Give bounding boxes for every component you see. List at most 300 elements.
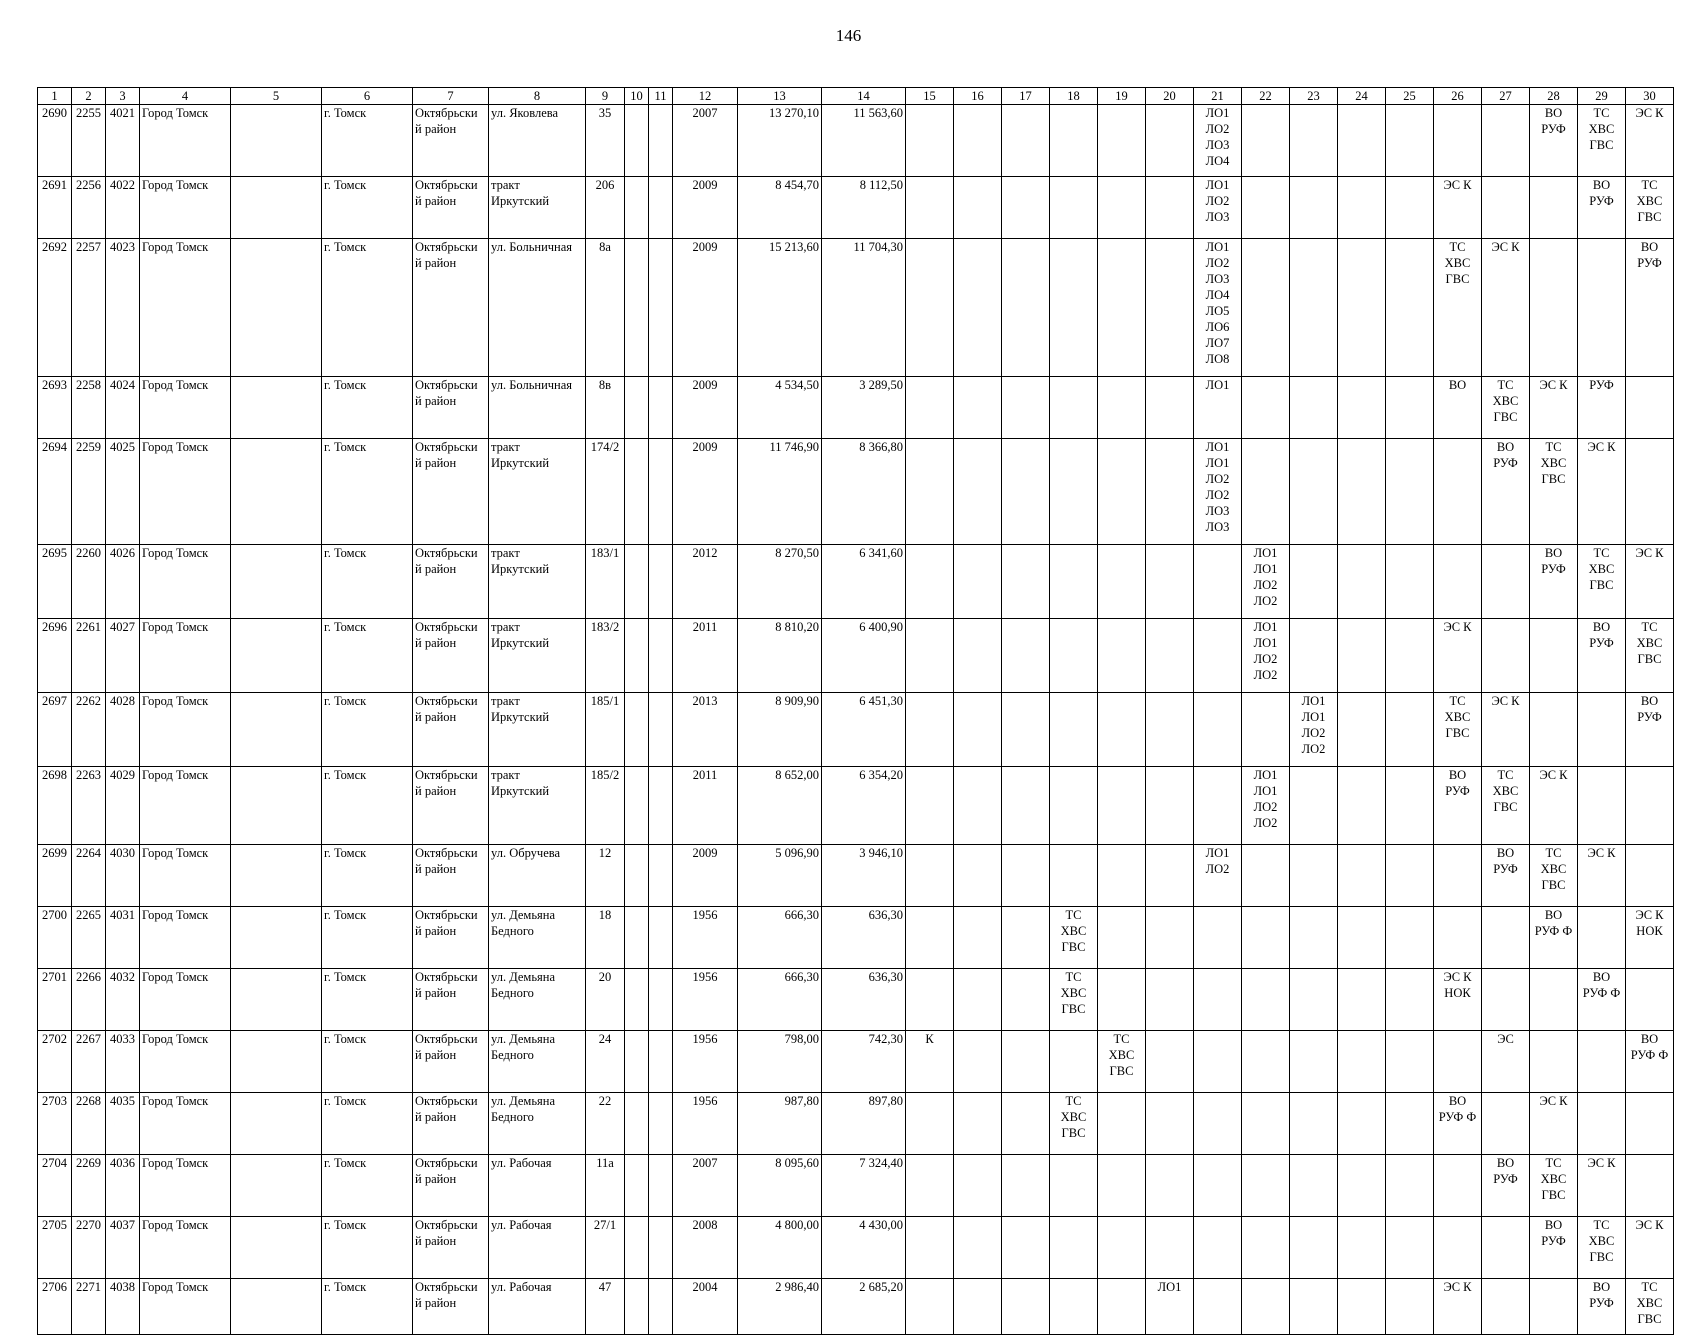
cell-col-19 xyxy=(1098,377,1146,439)
cell-col-2: 2256 xyxy=(72,177,106,239)
cell-col-21 xyxy=(1194,693,1242,767)
cell-col-22 xyxy=(1242,969,1290,1031)
cell-col-4: Город Томск xyxy=(140,1093,231,1155)
cell-col-1: 2694 xyxy=(38,439,72,545)
cell-col-27 xyxy=(1482,1217,1530,1279)
cell-col-4: Город Томск xyxy=(140,1279,231,1335)
cell-col-4: Город Томск xyxy=(140,767,231,845)
cell-col-1: 2695 xyxy=(38,545,72,619)
cell-col-13: 8 909,90 xyxy=(738,693,822,767)
column-header: 17 xyxy=(1002,88,1050,105)
column-header: 30 xyxy=(1626,88,1674,105)
cell-col-30: ЭС К xyxy=(1626,545,1674,619)
cell-col-18 xyxy=(1050,105,1098,177)
cell-col-18 xyxy=(1050,1031,1098,1093)
cell-col-9: 185/1 xyxy=(586,693,625,767)
cell-col-17 xyxy=(1002,1093,1050,1155)
cell-col-16 xyxy=(954,1155,1002,1217)
cell-col-19 xyxy=(1098,439,1146,545)
cell-col-23 xyxy=(1290,1031,1338,1093)
cell-col-12: 2007 xyxy=(673,1155,738,1217)
cell-col-24 xyxy=(1338,1279,1386,1335)
cell-col-10 xyxy=(625,845,649,907)
cell-col-20 xyxy=(1146,545,1194,619)
cell-col-26 xyxy=(1434,545,1482,619)
cell-col-3: 4027 xyxy=(106,619,140,693)
cell-col-15 xyxy=(906,1155,954,1217)
cell-col-20 xyxy=(1146,1093,1194,1155)
cell-col-30: ВО РУФ Ф xyxy=(1626,1031,1674,1093)
cell-col-15 xyxy=(906,969,954,1031)
cell-col-18 xyxy=(1050,693,1098,767)
cell-col-13: 4 800,00 xyxy=(738,1217,822,1279)
cell-col-11 xyxy=(649,1155,673,1217)
cell-col-14: 2 685,20 xyxy=(822,1279,906,1335)
table-row xyxy=(38,1093,1674,1155)
cell-col-5 xyxy=(231,439,322,545)
header-row xyxy=(38,88,1674,105)
cell-col-14: 636,30 xyxy=(822,969,906,1031)
cell-col-29: ЭС К xyxy=(1578,1155,1626,1217)
cell-col-28: ТС ХВС ГВС xyxy=(1530,439,1578,545)
cell-col-11 xyxy=(649,105,673,177)
column-header: 11 xyxy=(649,88,673,105)
cell-col-18 xyxy=(1050,439,1098,545)
cell-col-18 xyxy=(1050,845,1098,907)
cell-col-27 xyxy=(1482,907,1530,969)
cell-col-16 xyxy=(954,1031,1002,1093)
cell-col-27 xyxy=(1482,177,1530,239)
cell-col-10 xyxy=(625,1217,649,1279)
cell-col-13: 2 986,40 xyxy=(738,1279,822,1335)
cell-col-19 xyxy=(1098,545,1146,619)
cell-col-2: 2261 xyxy=(72,619,106,693)
cell-col-23 xyxy=(1290,377,1338,439)
cell-col-5 xyxy=(231,619,322,693)
cell-col-12: 2009 xyxy=(673,177,738,239)
cell-col-28: ВО РУФ xyxy=(1530,1217,1578,1279)
cell-col-30: ЭС К xyxy=(1626,1217,1674,1279)
cell-col-13: 8 810,20 xyxy=(738,619,822,693)
cell-col-29: ЭС К xyxy=(1578,845,1626,907)
table-row xyxy=(38,105,1674,177)
cell-col-9: 11а xyxy=(586,1155,625,1217)
cell-col-18 xyxy=(1050,377,1098,439)
column-header: 20 xyxy=(1146,88,1194,105)
cell-col-18: ТС ХВС ГВС xyxy=(1050,907,1098,969)
cell-col-21 xyxy=(1194,1217,1242,1279)
cell-col-18 xyxy=(1050,1155,1098,1217)
cell-col-7: Октябрьски й район xyxy=(413,845,489,907)
cell-col-23 xyxy=(1290,1093,1338,1155)
cell-col-23 xyxy=(1290,177,1338,239)
cell-col-25 xyxy=(1386,907,1434,969)
cell-col-19 xyxy=(1098,239,1146,377)
cell-col-10 xyxy=(625,239,649,377)
cell-col-3: 4031 xyxy=(106,907,140,969)
cell-col-15 xyxy=(906,619,954,693)
cell-col-19 xyxy=(1098,845,1146,907)
cell-col-9: 185/2 xyxy=(586,767,625,845)
cell-col-5 xyxy=(231,1155,322,1217)
cell-col-7: Октябрьски й район xyxy=(413,693,489,767)
cell-col-9: 12 xyxy=(586,845,625,907)
cell-col-12: 1956 xyxy=(673,1093,738,1155)
cell-col-25 xyxy=(1386,1155,1434,1217)
cell-col-28: ВО РУФ xyxy=(1530,105,1578,177)
cell-col-12: 2009 xyxy=(673,239,738,377)
cell-col-3: 4032 xyxy=(106,969,140,1031)
cell-col-20 xyxy=(1146,177,1194,239)
cell-col-23 xyxy=(1290,545,1338,619)
register-table xyxy=(37,87,1674,1335)
cell-col-6: г. Томск xyxy=(322,1217,413,1279)
cell-col-4: Город Томск xyxy=(140,693,231,767)
cell-col-7: Октябрьски й район xyxy=(413,969,489,1031)
column-header: 7 xyxy=(413,88,489,105)
column-header: 27 xyxy=(1482,88,1530,105)
cell-col-22 xyxy=(1242,377,1290,439)
column-header: 24 xyxy=(1338,88,1386,105)
cell-col-4: Город Томск xyxy=(140,239,231,377)
cell-col-4: Город Томск xyxy=(140,439,231,545)
cell-col-21 xyxy=(1194,545,1242,619)
cell-col-18 xyxy=(1050,1217,1098,1279)
column-header: 3 xyxy=(106,88,140,105)
cell-col-13: 15 213,60 xyxy=(738,239,822,377)
cell-col-22 xyxy=(1242,845,1290,907)
cell-col-9: 8а xyxy=(586,239,625,377)
cell-col-22 xyxy=(1242,1217,1290,1279)
column-header: 6 xyxy=(322,88,413,105)
cell-col-17 xyxy=(1002,767,1050,845)
cell-col-6: г. Томск xyxy=(322,545,413,619)
cell-col-15 xyxy=(906,1217,954,1279)
cell-col-3: 4030 xyxy=(106,845,140,907)
cell-col-7: Октябрьски й район xyxy=(413,619,489,693)
cell-col-1: 2692 xyxy=(38,239,72,377)
cell-col-4: Город Томск xyxy=(140,105,231,177)
cell-col-21: ЛО1 ЛО2 ЛО3 xyxy=(1194,177,1242,239)
cell-col-6: г. Томск xyxy=(322,619,413,693)
cell-col-4: Город Томск xyxy=(140,1031,231,1093)
cell-col-8: ул. Рабочая xyxy=(489,1217,586,1279)
cell-col-19 xyxy=(1098,1217,1146,1279)
cell-col-11 xyxy=(649,239,673,377)
cell-col-3: 4037 xyxy=(106,1217,140,1279)
cell-col-17 xyxy=(1002,239,1050,377)
cell-col-30 xyxy=(1626,845,1674,907)
cell-col-23 xyxy=(1290,1155,1338,1217)
cell-col-11 xyxy=(649,619,673,693)
cell-col-19 xyxy=(1098,693,1146,767)
cell-col-29 xyxy=(1578,239,1626,377)
cell-col-14: 897,80 xyxy=(822,1093,906,1155)
cell-col-19 xyxy=(1098,177,1146,239)
cell-col-29 xyxy=(1578,693,1626,767)
cell-col-10 xyxy=(625,105,649,177)
cell-col-12: 2009 xyxy=(673,439,738,545)
cell-col-2: 2270 xyxy=(72,1217,106,1279)
cell-col-2: 2266 xyxy=(72,969,106,1031)
cell-col-26 xyxy=(1434,1155,1482,1217)
cell-col-2: 2258 xyxy=(72,377,106,439)
cell-col-6: г. Томск xyxy=(322,1279,413,1335)
cell-col-24 xyxy=(1338,439,1386,545)
cell-col-2: 2257 xyxy=(72,239,106,377)
column-header: 25 xyxy=(1386,88,1434,105)
cell-col-5 xyxy=(231,907,322,969)
cell-col-24 xyxy=(1338,767,1386,845)
cell-col-6: г. Томск xyxy=(322,439,413,545)
column-header: 2 xyxy=(72,88,106,105)
cell-col-21 xyxy=(1194,907,1242,969)
cell-col-19 xyxy=(1098,619,1146,693)
cell-col-13: 5 096,90 xyxy=(738,845,822,907)
cell-col-3: 4026 xyxy=(106,545,140,619)
table-row xyxy=(38,767,1674,845)
cell-col-28: ЭС К xyxy=(1530,1093,1578,1155)
cell-col-24 xyxy=(1338,969,1386,1031)
table-row xyxy=(38,439,1674,545)
cell-col-16 xyxy=(954,439,1002,545)
cell-col-19: ТС ХВС ГВС xyxy=(1098,1031,1146,1093)
cell-col-26: ВО xyxy=(1434,377,1482,439)
cell-col-1: 2701 xyxy=(38,969,72,1031)
cell-col-30: ЭС К НОК xyxy=(1626,907,1674,969)
cell-col-2: 2255 xyxy=(72,105,106,177)
cell-col-22 xyxy=(1242,439,1290,545)
table-row xyxy=(38,619,1674,693)
cell-col-27 xyxy=(1482,105,1530,177)
cell-col-4: Город Томск xyxy=(140,619,231,693)
cell-col-16 xyxy=(954,619,1002,693)
cell-col-9: 174/2 xyxy=(586,439,625,545)
cell-col-29: ВО РУФ xyxy=(1578,1279,1626,1335)
cell-col-9: 8в xyxy=(586,377,625,439)
cell-col-25 xyxy=(1386,1093,1434,1155)
cell-col-17 xyxy=(1002,693,1050,767)
cell-col-27: ВО РУФ xyxy=(1482,845,1530,907)
column-header: 1 xyxy=(38,88,72,105)
cell-col-14: 11 704,30 xyxy=(822,239,906,377)
cell-col-8: тракт Иркутский xyxy=(489,619,586,693)
cell-col-22: ЛО1 ЛО1 ЛО2 ЛО2 xyxy=(1242,619,1290,693)
cell-col-5 xyxy=(231,177,322,239)
table-row xyxy=(38,1155,1674,1217)
cell-col-10 xyxy=(625,545,649,619)
cell-col-14: 8 112,50 xyxy=(822,177,906,239)
cell-col-30: ВО РУФ xyxy=(1626,239,1674,377)
cell-col-17 xyxy=(1002,1031,1050,1093)
cell-col-21: ЛО1 xyxy=(1194,377,1242,439)
cell-col-8: ул. Рабочая xyxy=(489,1155,586,1217)
cell-col-23 xyxy=(1290,767,1338,845)
cell-col-3: 4035 xyxy=(106,1093,140,1155)
cell-col-1: 2700 xyxy=(38,907,72,969)
column-header: 28 xyxy=(1530,88,1578,105)
cell-col-30 xyxy=(1626,969,1674,1031)
cell-col-22 xyxy=(1242,177,1290,239)
cell-col-17 xyxy=(1002,177,1050,239)
cell-col-7: Октябрьски й район xyxy=(413,177,489,239)
cell-col-12: 1956 xyxy=(673,907,738,969)
cell-col-25 xyxy=(1386,1217,1434,1279)
cell-col-19 xyxy=(1098,767,1146,845)
cell-col-8: ул. Яковлева xyxy=(489,105,586,177)
cell-col-27: ЭС К xyxy=(1482,239,1530,377)
cell-col-10 xyxy=(625,767,649,845)
cell-col-2: 2264 xyxy=(72,845,106,907)
cell-col-6: г. Томск xyxy=(322,693,413,767)
cell-col-29: ЭС К xyxy=(1578,439,1626,545)
cell-col-25 xyxy=(1386,845,1434,907)
cell-col-21 xyxy=(1194,1031,1242,1093)
cell-col-16 xyxy=(954,177,1002,239)
cell-col-5 xyxy=(231,239,322,377)
cell-col-20 xyxy=(1146,619,1194,693)
cell-col-3: 4025 xyxy=(106,439,140,545)
cell-col-22 xyxy=(1242,1031,1290,1093)
cell-col-12: 2011 xyxy=(673,767,738,845)
table-row xyxy=(38,969,1674,1031)
cell-col-20 xyxy=(1146,439,1194,545)
cell-col-30: ТС ХВС ГВС xyxy=(1626,1279,1674,1335)
cell-col-1: 2696 xyxy=(38,619,72,693)
cell-col-15 xyxy=(906,105,954,177)
cell-col-28: ВО РУФ xyxy=(1530,545,1578,619)
cell-col-16 xyxy=(954,845,1002,907)
cell-col-4: Город Томск xyxy=(140,1155,231,1217)
cell-col-3: 4038 xyxy=(106,1279,140,1335)
cell-col-22 xyxy=(1242,1155,1290,1217)
cell-col-5 xyxy=(231,1279,322,1335)
cell-col-20 xyxy=(1146,1155,1194,1217)
cell-col-26 xyxy=(1434,907,1482,969)
cell-col-17 xyxy=(1002,907,1050,969)
column-header: 22 xyxy=(1242,88,1290,105)
cell-col-25 xyxy=(1386,767,1434,845)
column-header: 12 xyxy=(673,88,738,105)
cell-col-29: ТС ХВС ГВС xyxy=(1578,545,1626,619)
cell-col-30: ВО РУФ xyxy=(1626,693,1674,767)
cell-col-8: ул. Обручева xyxy=(489,845,586,907)
cell-col-2: 2269 xyxy=(72,1155,106,1217)
cell-col-16 xyxy=(954,969,1002,1031)
cell-col-15 xyxy=(906,177,954,239)
cell-col-20: ЛО1 xyxy=(1146,1279,1194,1335)
cell-col-15 xyxy=(906,767,954,845)
cell-col-18 xyxy=(1050,177,1098,239)
cell-col-23 xyxy=(1290,619,1338,693)
cell-col-24 xyxy=(1338,545,1386,619)
cell-col-15 xyxy=(906,1093,954,1155)
cell-col-27 xyxy=(1482,969,1530,1031)
cell-col-24 xyxy=(1338,1217,1386,1279)
cell-col-3: 4033 xyxy=(106,1031,140,1093)
cell-col-15 xyxy=(906,693,954,767)
cell-col-30 xyxy=(1626,1155,1674,1217)
cell-col-3: 4023 xyxy=(106,239,140,377)
cell-col-16 xyxy=(954,377,1002,439)
cell-col-20 xyxy=(1146,1031,1194,1093)
cell-col-2: 2262 xyxy=(72,693,106,767)
cell-col-9: 183/2 xyxy=(586,619,625,693)
cell-col-17 xyxy=(1002,845,1050,907)
cell-col-23 xyxy=(1290,239,1338,377)
cell-col-16 xyxy=(954,239,1002,377)
cell-col-17 xyxy=(1002,377,1050,439)
cell-col-29 xyxy=(1578,1093,1626,1155)
cell-col-13: 8 270,50 xyxy=(738,545,822,619)
cell-col-25 xyxy=(1386,105,1434,177)
cell-col-12: 2009 xyxy=(673,845,738,907)
cell-col-3: 4021 xyxy=(106,105,140,177)
cell-col-14: 6 451,30 xyxy=(822,693,906,767)
cell-col-25 xyxy=(1386,619,1434,693)
cell-col-16 xyxy=(954,693,1002,767)
cell-col-23 xyxy=(1290,1217,1338,1279)
cell-col-11 xyxy=(649,177,673,239)
cell-col-1: 2690 xyxy=(38,105,72,177)
cell-col-10 xyxy=(625,619,649,693)
cell-col-25 xyxy=(1386,439,1434,545)
cell-col-7: Октябрьски й район xyxy=(413,1031,489,1093)
table-row xyxy=(38,545,1674,619)
cell-col-10 xyxy=(625,1279,649,1335)
cell-col-14: 636,30 xyxy=(822,907,906,969)
cell-col-16 xyxy=(954,907,1002,969)
cell-col-25 xyxy=(1386,377,1434,439)
table-body xyxy=(38,105,1674,1335)
cell-col-22 xyxy=(1242,907,1290,969)
cell-col-24 xyxy=(1338,239,1386,377)
cell-col-15 xyxy=(906,439,954,545)
cell-col-7: Октябрьски й район xyxy=(413,439,489,545)
cell-col-4: Город Томск xyxy=(140,969,231,1031)
cell-col-29 xyxy=(1578,767,1626,845)
cell-col-13: 8 454,70 xyxy=(738,177,822,239)
cell-col-5 xyxy=(231,767,322,845)
cell-col-28: ЭС К xyxy=(1530,377,1578,439)
cell-col-6: г. Томск xyxy=(322,845,413,907)
cell-col-17 xyxy=(1002,969,1050,1031)
cell-col-16 xyxy=(954,1217,1002,1279)
cell-col-3: 4036 xyxy=(106,1155,140,1217)
cell-col-7: Октябрьски й район xyxy=(413,545,489,619)
column-header: 19 xyxy=(1098,88,1146,105)
cell-col-18 xyxy=(1050,619,1098,693)
cell-col-8: ул. Демьяна Бедного xyxy=(489,907,586,969)
cell-col-30: ЭС К xyxy=(1626,105,1674,177)
cell-col-20 xyxy=(1146,767,1194,845)
cell-col-10 xyxy=(625,907,649,969)
column-header: 26 xyxy=(1434,88,1482,105)
cell-col-20 xyxy=(1146,1217,1194,1279)
cell-col-20 xyxy=(1146,845,1194,907)
cell-col-28 xyxy=(1530,177,1578,239)
cell-col-12: 1956 xyxy=(673,969,738,1031)
cell-col-2: 2268 xyxy=(72,1093,106,1155)
cell-col-27 xyxy=(1482,1279,1530,1335)
cell-col-22: ЛО1 ЛО1 ЛО2 ЛО2 xyxy=(1242,767,1290,845)
cell-col-22 xyxy=(1242,1093,1290,1155)
cell-col-27: ВО РУФ xyxy=(1482,439,1530,545)
cell-col-7: Октябрьски й район xyxy=(413,1093,489,1155)
cell-col-1: 2705 xyxy=(38,1217,72,1279)
cell-col-9: 206 xyxy=(586,177,625,239)
cell-col-28 xyxy=(1530,619,1578,693)
